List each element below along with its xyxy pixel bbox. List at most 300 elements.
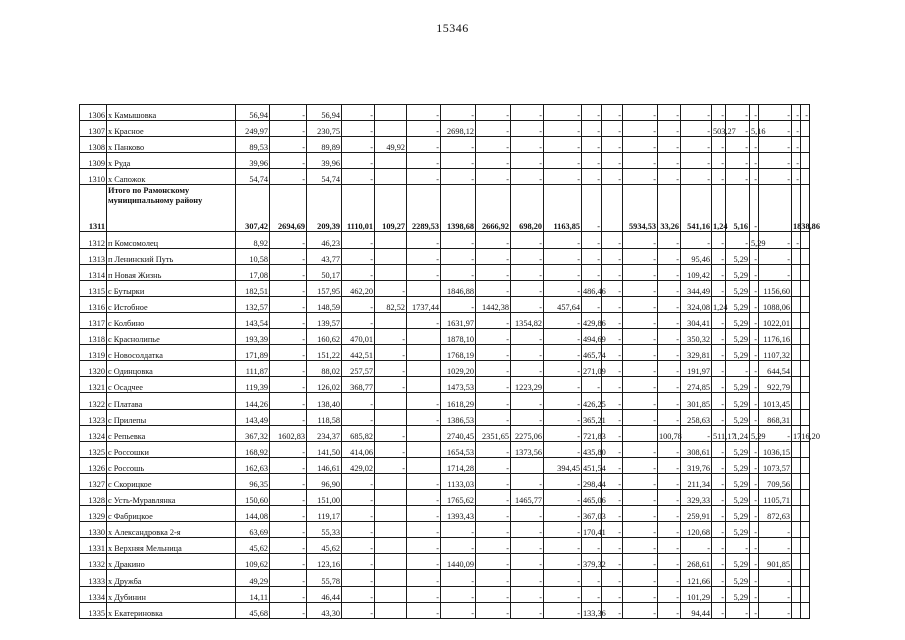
value-cell: 1110,01 xyxy=(342,185,375,232)
value-cell: - xyxy=(750,280,759,296)
value-cell: - xyxy=(750,377,759,393)
value-cell: 1373,56 xyxy=(511,441,544,457)
value-cell: 96,90 xyxy=(307,473,342,489)
value-cell xyxy=(375,538,407,554)
value-cell: 56,94 xyxy=(236,105,270,121)
value-cell: 157,95 xyxy=(307,280,342,296)
value-cell: 319,76 xyxy=(681,457,712,473)
value-cell: 144,08 xyxy=(236,506,270,522)
value-cell: - xyxy=(623,329,658,345)
value-cell: - xyxy=(681,137,712,153)
value-cell: 1768,19 xyxy=(441,345,476,361)
value-cell: - xyxy=(342,522,375,538)
row-number-cell: 1315 xyxy=(80,280,107,296)
value-cell: 5,29 xyxy=(726,441,750,457)
value-cell: - xyxy=(658,441,681,457)
value-cell: - xyxy=(750,312,759,328)
value-cell: - xyxy=(476,264,511,280)
table-row xyxy=(80,489,810,505)
value-cell: - xyxy=(582,169,602,185)
value-cell xyxy=(407,377,441,393)
value-cell: - xyxy=(602,248,623,264)
value-cell: - xyxy=(407,232,441,248)
value-cell: 150,60 xyxy=(236,489,270,505)
value-cell: - xyxy=(476,105,511,121)
value-cell: - xyxy=(476,441,511,457)
value-cell: - xyxy=(407,121,441,137)
value-cell: - xyxy=(582,586,602,602)
value-cell: - xyxy=(270,169,307,185)
table-row xyxy=(80,232,810,248)
value-cell: 5,29 xyxy=(726,345,750,361)
value-cell: - xyxy=(681,538,712,554)
value-cell: - xyxy=(658,121,681,137)
value-cell: - xyxy=(476,554,511,570)
value-cell: - xyxy=(511,121,544,137)
settlement-name-cell: с Истобное xyxy=(107,296,236,312)
value-cell: - xyxy=(270,137,307,153)
value-cell: - xyxy=(658,489,681,505)
value-cell: - xyxy=(270,409,307,425)
value-cell xyxy=(792,409,801,425)
value-cell: - xyxy=(476,602,511,618)
value-cell: 148,59 xyxy=(307,296,342,312)
value-cell xyxy=(375,506,407,522)
row-number-cell: 1335 xyxy=(80,602,107,618)
value-cell: 394,45 xyxy=(544,457,582,473)
value-cell: - xyxy=(712,377,726,393)
value-cell: - xyxy=(712,409,726,425)
value-cell xyxy=(375,522,407,538)
value-cell: - xyxy=(712,538,726,554)
value-cell: - xyxy=(375,280,407,296)
value-cell: 414,06 xyxy=(342,441,375,457)
value-cell: 442,51 xyxy=(342,345,375,361)
value-cell: 868,31 xyxy=(759,409,792,425)
value-cell: - xyxy=(623,489,658,505)
value-cell xyxy=(801,393,810,409)
value-cell: 121,66 xyxy=(681,570,712,586)
value-cell: 2694,69 xyxy=(270,185,307,232)
value-cell: - xyxy=(544,137,582,153)
value-cell: - xyxy=(511,264,544,280)
value-cell xyxy=(375,554,407,570)
table-row xyxy=(80,169,810,185)
value-cell xyxy=(792,377,801,393)
value-cell: 367,03 xyxy=(582,506,602,522)
value-cell: - xyxy=(407,489,441,505)
value-cell: - xyxy=(750,296,759,312)
value-cell: - xyxy=(511,169,544,185)
value-cell: - xyxy=(681,425,712,441)
value-cell: - xyxy=(759,570,792,586)
value-cell: - xyxy=(623,264,658,280)
row-number-cell: 1327 xyxy=(80,473,107,489)
value-cell: - xyxy=(623,280,658,296)
value-cell: - xyxy=(602,232,623,248)
value-cell: 170,41 xyxy=(582,522,602,538)
value-cell: - xyxy=(658,538,681,554)
table-row xyxy=(80,280,810,296)
value-cell: 1354,82 xyxy=(511,312,544,328)
settlements-table xyxy=(79,104,820,619)
value-cell: 88,02 xyxy=(307,361,342,377)
row-number-cell: 1318 xyxy=(80,329,107,345)
table-row xyxy=(80,312,810,328)
value-cell xyxy=(801,264,810,280)
value-cell: 685,82 xyxy=(342,425,375,441)
value-cell: 101,29 xyxy=(681,586,712,602)
value-cell: - xyxy=(511,248,544,264)
value-cell: 503,27 xyxy=(712,121,726,137)
value-cell: 144,26 xyxy=(236,393,270,409)
row-number-cell: 1319 xyxy=(80,345,107,361)
value-cell: 644,54 xyxy=(759,361,792,377)
value-cell: - xyxy=(407,153,441,169)
value-cell: - xyxy=(712,570,726,586)
value-cell: 307,42 xyxy=(236,185,270,232)
table-row xyxy=(80,522,810,538)
row-number-cell: 1308 xyxy=(80,137,107,153)
value-cell: 5,29 xyxy=(726,409,750,425)
value-cell: - xyxy=(623,105,658,121)
value-cell: - xyxy=(582,296,602,312)
value-cell: - xyxy=(712,153,726,169)
value-cell: - xyxy=(270,296,307,312)
value-cell xyxy=(375,153,407,169)
row-number-cell: 1322 xyxy=(80,393,107,409)
value-cell: 1440,09 xyxy=(441,554,476,570)
value-cell xyxy=(792,312,801,328)
value-cell: - xyxy=(712,586,726,602)
value-cell: - xyxy=(270,473,307,489)
value-cell: - xyxy=(476,538,511,554)
value-cell: - xyxy=(511,409,544,425)
value-cell xyxy=(801,280,810,296)
value-cell: - xyxy=(544,169,582,185)
value-cell: - xyxy=(712,522,726,538)
value-cell xyxy=(792,522,801,538)
value-cell: - xyxy=(441,522,476,538)
value-cell: 8,92 xyxy=(236,232,270,248)
row-number-cell: 1310 xyxy=(80,169,107,185)
value-cell: - xyxy=(602,441,623,457)
table-row xyxy=(80,538,810,554)
row-number-cell: 1307 xyxy=(80,121,107,137)
value-cell: - xyxy=(726,137,750,153)
value-cell: 209,39 xyxy=(307,185,342,232)
value-cell xyxy=(801,312,810,328)
value-cell: - xyxy=(623,377,658,393)
value-cell: - xyxy=(342,506,375,522)
value-cell: - xyxy=(681,169,712,185)
value-cell: - xyxy=(759,425,792,441)
value-cell: 259,91 xyxy=(681,506,712,522)
value-cell: 141,50 xyxy=(307,441,342,457)
settlement-name-cell: с Фабрицкое xyxy=(107,506,236,522)
value-cell: - xyxy=(407,137,441,153)
value-cell: - xyxy=(726,232,750,248)
value-cell xyxy=(792,457,801,473)
value-cell: 271,09 xyxy=(582,361,602,377)
settlement-name-cell: с Краснолипье xyxy=(107,329,236,345)
value-cell: - xyxy=(270,345,307,361)
row-number-cell: 1320 xyxy=(80,361,107,377)
value-cell: 1878,10 xyxy=(441,329,476,345)
value-cell: - xyxy=(726,121,750,137)
value-cell: 45,62 xyxy=(307,538,342,554)
value-cell xyxy=(792,554,801,570)
value-cell: 5,16 xyxy=(750,121,759,137)
value-cell: - xyxy=(544,602,582,618)
value-cell: - xyxy=(476,473,511,489)
value-cell: 5,29 xyxy=(726,489,750,505)
value-cell: 1714,28 xyxy=(441,457,476,473)
value-cell xyxy=(407,425,441,441)
value-cell: - xyxy=(750,602,759,618)
value-cell: 1176,16 xyxy=(759,329,792,345)
value-cell: - xyxy=(759,105,792,121)
value-cell: - xyxy=(750,329,759,345)
value-cell: 2289,53 xyxy=(407,185,441,232)
settlement-name-cell: с Усть-Муравлянка xyxy=(107,489,236,505)
value-cell: - xyxy=(712,248,726,264)
value-cell xyxy=(792,393,801,409)
value-cell: - xyxy=(407,248,441,264)
value-cell: - xyxy=(476,232,511,248)
value-cell: - xyxy=(658,264,681,280)
value-cell: 462,20 xyxy=(342,280,375,296)
value-cell: - xyxy=(602,169,623,185)
value-cell: - xyxy=(712,264,726,280)
value-cell: 100,78 xyxy=(658,425,681,441)
value-cell: - xyxy=(342,169,375,185)
value-cell: - xyxy=(441,137,476,153)
value-cell: - xyxy=(759,264,792,280)
value-cell: 120,68 xyxy=(681,522,712,538)
value-cell: - xyxy=(511,280,544,296)
value-cell: - xyxy=(342,554,375,570)
value-cell: - xyxy=(270,264,307,280)
value-cell xyxy=(623,425,658,441)
value-cell: - xyxy=(441,153,476,169)
row-number-cell: 1333 xyxy=(80,570,107,586)
value-cell: - xyxy=(342,570,375,586)
value-cell: - xyxy=(759,586,792,602)
value-cell: - xyxy=(602,489,623,505)
value-cell: 46,44 xyxy=(307,586,342,602)
value-cell: 308,61 xyxy=(681,441,712,457)
value-cell: 1602,83 xyxy=(270,425,307,441)
settlement-name-cell: с Одинцовка xyxy=(107,361,236,377)
value-cell: - xyxy=(544,105,582,121)
value-cell: - xyxy=(270,489,307,505)
table-row xyxy=(80,329,810,345)
value-cell: 5,29 xyxy=(726,506,750,522)
value-cell xyxy=(375,489,407,505)
value-cell: - xyxy=(759,248,792,264)
value-cell xyxy=(792,361,801,377)
value-cell: - xyxy=(511,345,544,361)
value-cell: 2666,92 xyxy=(476,185,511,232)
value-cell: - xyxy=(658,105,681,121)
value-cell: - xyxy=(544,312,582,328)
value-cell xyxy=(801,457,810,473)
value-cell: - xyxy=(750,522,759,538)
value-cell xyxy=(801,329,810,345)
value-cell: 1,24 xyxy=(712,185,726,232)
value-cell: 1163,85 xyxy=(544,185,582,232)
value-cell xyxy=(375,409,407,425)
value-cell: - xyxy=(658,554,681,570)
value-cell: - xyxy=(623,441,658,457)
value-cell: - xyxy=(407,409,441,425)
value-cell: - xyxy=(342,153,375,169)
value-cell: - xyxy=(750,506,759,522)
value-cell: - xyxy=(759,169,792,185)
value-cell: - xyxy=(342,538,375,554)
value-cell: 5,29 xyxy=(726,312,750,328)
value-cell: - xyxy=(658,506,681,522)
value-cell: - xyxy=(270,441,307,457)
value-cell: 1838,86 xyxy=(792,185,801,232)
value-cell: - xyxy=(750,586,759,602)
value-cell: - xyxy=(750,264,759,280)
value-cell: - xyxy=(582,121,602,137)
value-cell: - xyxy=(270,522,307,538)
row-number-cell: 1323 xyxy=(80,409,107,425)
value-cell xyxy=(801,121,810,137)
value-cell: 119,17 xyxy=(307,506,342,522)
value-cell: - xyxy=(270,586,307,602)
value-cell: - xyxy=(375,377,407,393)
value-cell: - xyxy=(476,248,511,264)
value-cell: - xyxy=(712,361,726,377)
row-number-cell: 1316 xyxy=(80,296,107,312)
settlement-name-cell: с Колбино xyxy=(107,312,236,328)
value-cell xyxy=(407,457,441,473)
value-cell xyxy=(407,329,441,345)
value-cell: 1765,62 xyxy=(441,489,476,505)
value-cell xyxy=(375,586,407,602)
value-cell xyxy=(792,248,801,264)
value-cell xyxy=(375,264,407,280)
value-cell: - xyxy=(441,169,476,185)
value-cell: - xyxy=(750,105,759,121)
value-cell: - xyxy=(726,361,750,377)
value-cell: 171,89 xyxy=(236,345,270,361)
value-cell: - xyxy=(623,232,658,248)
value-cell: - xyxy=(726,602,750,618)
value-cell: 329,81 xyxy=(681,345,712,361)
value-cell: - xyxy=(623,153,658,169)
value-cell: - xyxy=(658,345,681,361)
value-cell xyxy=(801,377,810,393)
value-cell: 1073,57 xyxy=(759,457,792,473)
value-cell: - xyxy=(602,329,623,345)
value-cell: 1156,60 xyxy=(759,280,792,296)
value-cell: - xyxy=(342,296,375,312)
value-cell: - xyxy=(602,361,623,377)
row-number-cell: 1332 xyxy=(80,554,107,570)
value-cell: 5,29 xyxy=(726,280,750,296)
value-cell: - xyxy=(750,554,759,570)
value-cell: - xyxy=(623,296,658,312)
value-cell: - xyxy=(623,554,658,570)
row-number-cell: 1328 xyxy=(80,489,107,505)
value-cell: - xyxy=(750,361,759,377)
value-cell: - xyxy=(750,441,759,457)
value-cell: 541,16 xyxy=(681,185,712,232)
value-cell: 268,61 xyxy=(681,554,712,570)
value-cell: - xyxy=(544,232,582,248)
value-cell: - xyxy=(441,570,476,586)
value-cell: - xyxy=(511,586,544,602)
value-cell: - xyxy=(759,153,792,169)
value-cell xyxy=(375,312,407,328)
value-cell xyxy=(792,441,801,457)
value-cell: - xyxy=(658,457,681,473)
value-cell: - xyxy=(544,393,582,409)
table-row xyxy=(80,361,810,377)
value-cell: - xyxy=(342,473,375,489)
value-cell: - xyxy=(511,538,544,554)
value-cell: 1737,44 xyxy=(407,296,441,312)
value-cell: - xyxy=(270,153,307,169)
table-row xyxy=(80,586,810,602)
value-cell: - xyxy=(342,264,375,280)
settlement-name-cell: с Россошь xyxy=(107,457,236,473)
value-cell: - xyxy=(658,169,681,185)
value-cell: - xyxy=(375,329,407,345)
value-cell: - xyxy=(511,506,544,522)
value-cell: - xyxy=(407,602,441,618)
value-cell: - xyxy=(544,554,582,570)
value-cell: - xyxy=(623,457,658,473)
row-number-cell: 1331 xyxy=(80,538,107,554)
value-cell: - xyxy=(544,489,582,505)
value-cell: 168,92 xyxy=(236,441,270,457)
value-cell xyxy=(792,280,801,296)
settlement-name-cell: с Скорицкое xyxy=(107,473,236,489)
value-cell: - xyxy=(407,522,441,538)
table-row xyxy=(80,121,810,137)
value-cell: - xyxy=(658,361,681,377)
value-cell: - xyxy=(407,554,441,570)
value-cell: - xyxy=(658,393,681,409)
value-cell xyxy=(801,296,810,312)
settlement-name-cell: х Сапожок xyxy=(107,169,236,185)
value-cell xyxy=(792,473,801,489)
value-cell: 5,16 xyxy=(726,185,750,232)
value-cell: 1133,03 xyxy=(441,473,476,489)
value-cell: - xyxy=(759,522,792,538)
value-cell: 367,32 xyxy=(236,425,270,441)
value-cell: - xyxy=(726,538,750,554)
value-cell: 138,40 xyxy=(307,393,342,409)
value-cell xyxy=(801,441,810,457)
value-cell xyxy=(801,409,810,425)
value-cell: 1654,53 xyxy=(441,441,476,457)
value-cell: - xyxy=(792,137,801,153)
value-cell: - xyxy=(511,105,544,121)
value-cell: 10,58 xyxy=(236,248,270,264)
value-cell: - xyxy=(712,329,726,345)
value-cell xyxy=(375,121,407,137)
value-cell: 5,29 xyxy=(726,329,750,345)
value-cell: 426,25 xyxy=(582,393,602,409)
value-cell xyxy=(792,570,801,586)
